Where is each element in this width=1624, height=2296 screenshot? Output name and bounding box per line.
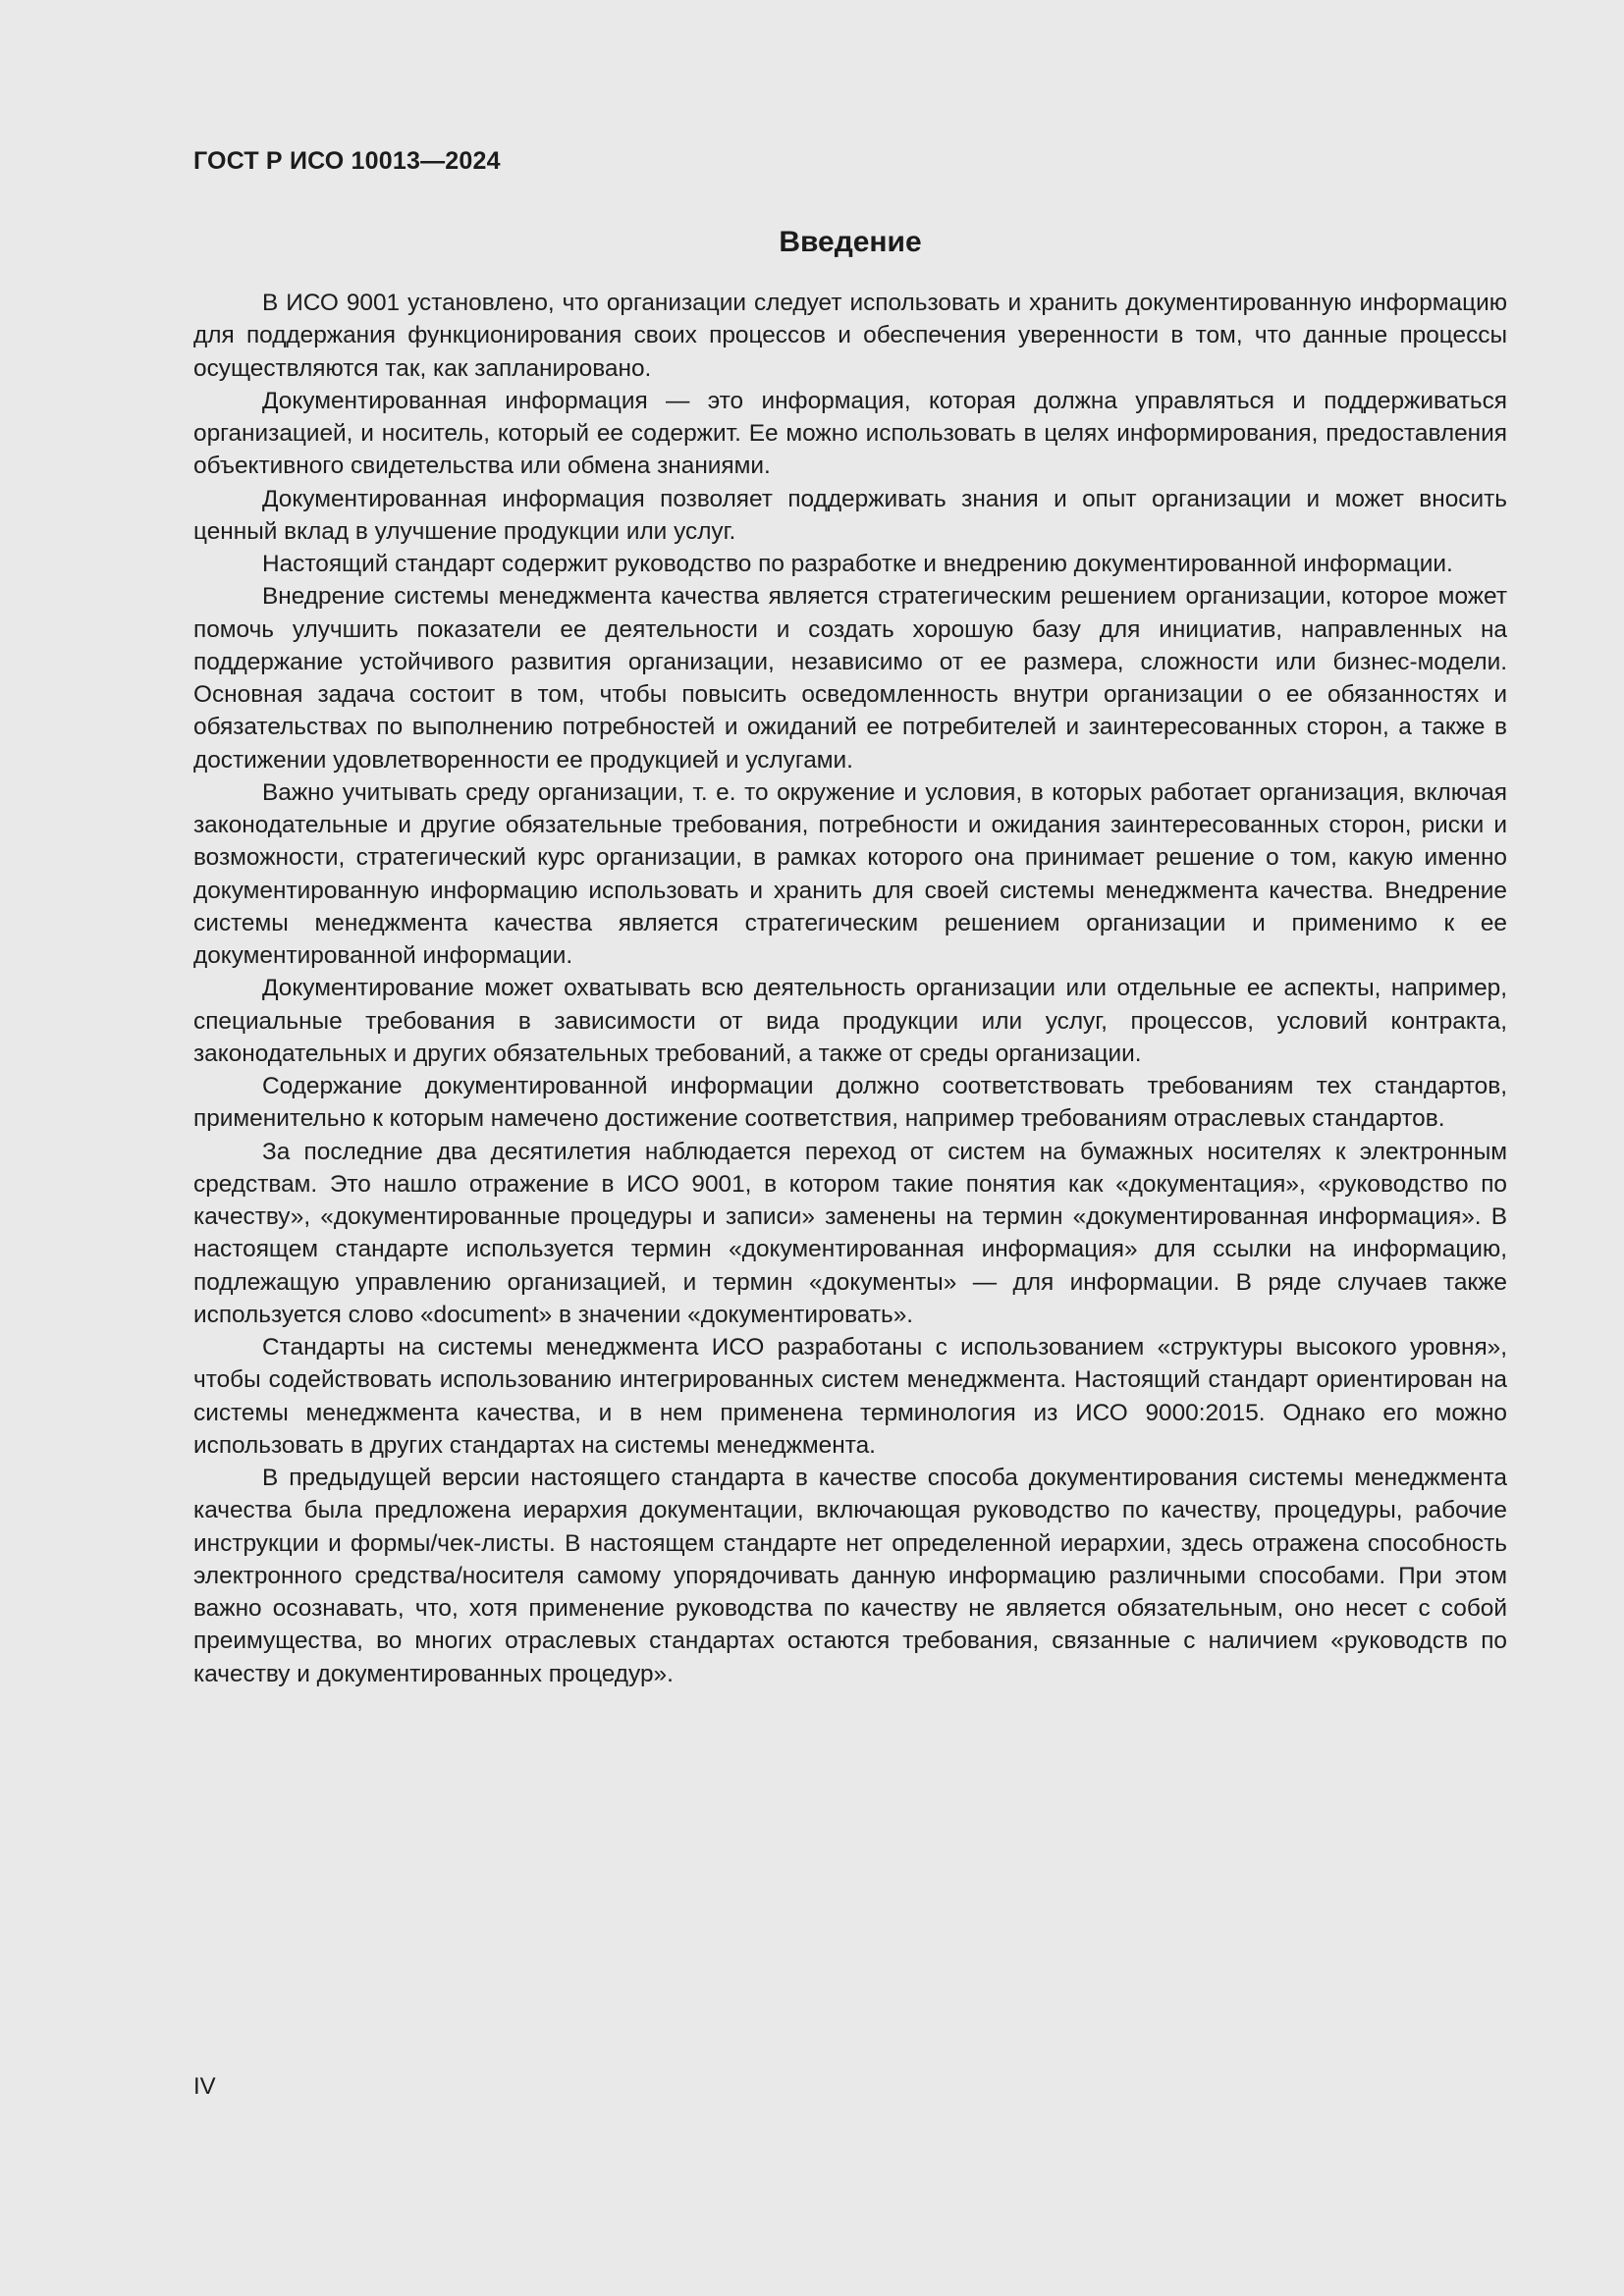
paragraph: Документированная информация — это информация, которая должна управляться и поддерживаться организацией, и носитель, который ее содержит. Ее можно использовать в целях информирования, предоставления объективного свидетельства или обмена знаниями.: [193, 387, 1507, 480]
paragraph: Внедрение системы менеджмента качества является стратегическим решением организации, которое может помочь улучшить показатели ее деятельности и создать хорошую базу для инициатив, направленных на поддержание устойчивого развития организации, независимо от ее размера, сложности или бизнес-модели. Основная задача состоит в том, чтобы повысить осведомленность внутри организации о ее обязанностях и обязательствах по выполнению потребностей и ожиданий ее потребителей и заинтересованных сторон, а также в достижении удовлетворенности ее продукцией и услугами.: [193, 583, 1507, 774]
paragraph: Содержание документированной информации должно соответствовать требованиям тех стандартов, применительно к которым намечено достижение соответствия, например требованиям отраслевых стандартов.: [193, 1073, 1507, 1133]
document-code-header: ГОСТ Р ИСО 10013—2024: [193, 147, 501, 175]
paragraph: Важно учитывать среду организации, т. е. то окружение и условия, в которых работает организация, включая законодательные и другие обязательные требования, потребности и ожидания заинтересованных сторон, риски и возможности, стратегический курс организации, в рамках которого она принимает решение о том, какую именно документированную информацию использовать и хранить для своей системы менеджмента качества. Внедрение системы менеджмента качества является стратегическим решением организации и применимо к ее документированной информации.: [193, 778, 1507, 969]
section-title: Введение: [779, 226, 922, 258]
paragraph: Настоящий стандарт содержит руководство по разработке и внедрению документированной информации.: [262, 551, 1453, 577]
paragraph: Документированная информация позволяет поддерживать знания и опыт организации и может вносить ценный вклад в улучшение продукции или услуг.: [193, 485, 1507, 545]
body-text: [193, 287, 1507, 1690]
paragraph: В ИСО 9001 установлено, что организации следует использовать и хранить документированную информацию для поддержания функционирования своих процессов и обеспечения уверенности в том, что данные процессы осуществляются так, как запланировано.: [193, 290, 1507, 382]
paragraph: В предыдущей версии настоящего стандарта в качестве способа документирования системы менеджмента качества была предложена иерархия документации, включающая руководство по качеству, процедуры, рабочие инструкции и формы/чек-листы. В настоящем стандарте нет определенной иерархии, здесь отражена способность электронного средства/носителя самому упорядочивать данную информацию различными способами. При этом важно осознавать, что, хотя применение руководства по качеству не является обязательным, оно несет с собой преимущества, во многих отраслевых стандартах остаются требования, связанные с наличием «руководств по качеству и документированных процедур».: [193, 1465, 1507, 1687]
paragraph: За последние два десятилетия наблюдается переход от систем на бумажных носителях к электронным средствам. Это нашло отражение в ИСО 9001, в котором такие понятия как «документация», «руководство по качеству», «документированные процедуры и записи» заменены на термин «документированная информация». В настоящем стандарте используется термин «документированная информация» для ссылки на информацию, подлежащую управлению организацией, и термин «документы» — для информации. В ряде случаев также используется слово «document» в значении «документировать».: [193, 1138, 1507, 1328]
page-number: IV: [193, 2073, 216, 2100]
paragraph: Стандарты на системы менеджмента ИСО разработаны с использованием «структуры высокого уровня», чтобы содействовать использованию интегрированных систем менеджмента. Настоящий стандарт ориентирован на системы менеджмента качества, и в нем применена терминология из ИСО 9000:2015. Однако его можно использовать в других стандартах на системы менеджмента.: [193, 1334, 1507, 1459]
paragraph: Документирование может охватывать всю деятельность организации или отдельные ее аспекты, например, специальные требования в зависимости от вида продукции или услуг, процессов, условий контракта, законодательных и других обязательных требований, а также от среды организации.: [193, 975, 1507, 1067]
